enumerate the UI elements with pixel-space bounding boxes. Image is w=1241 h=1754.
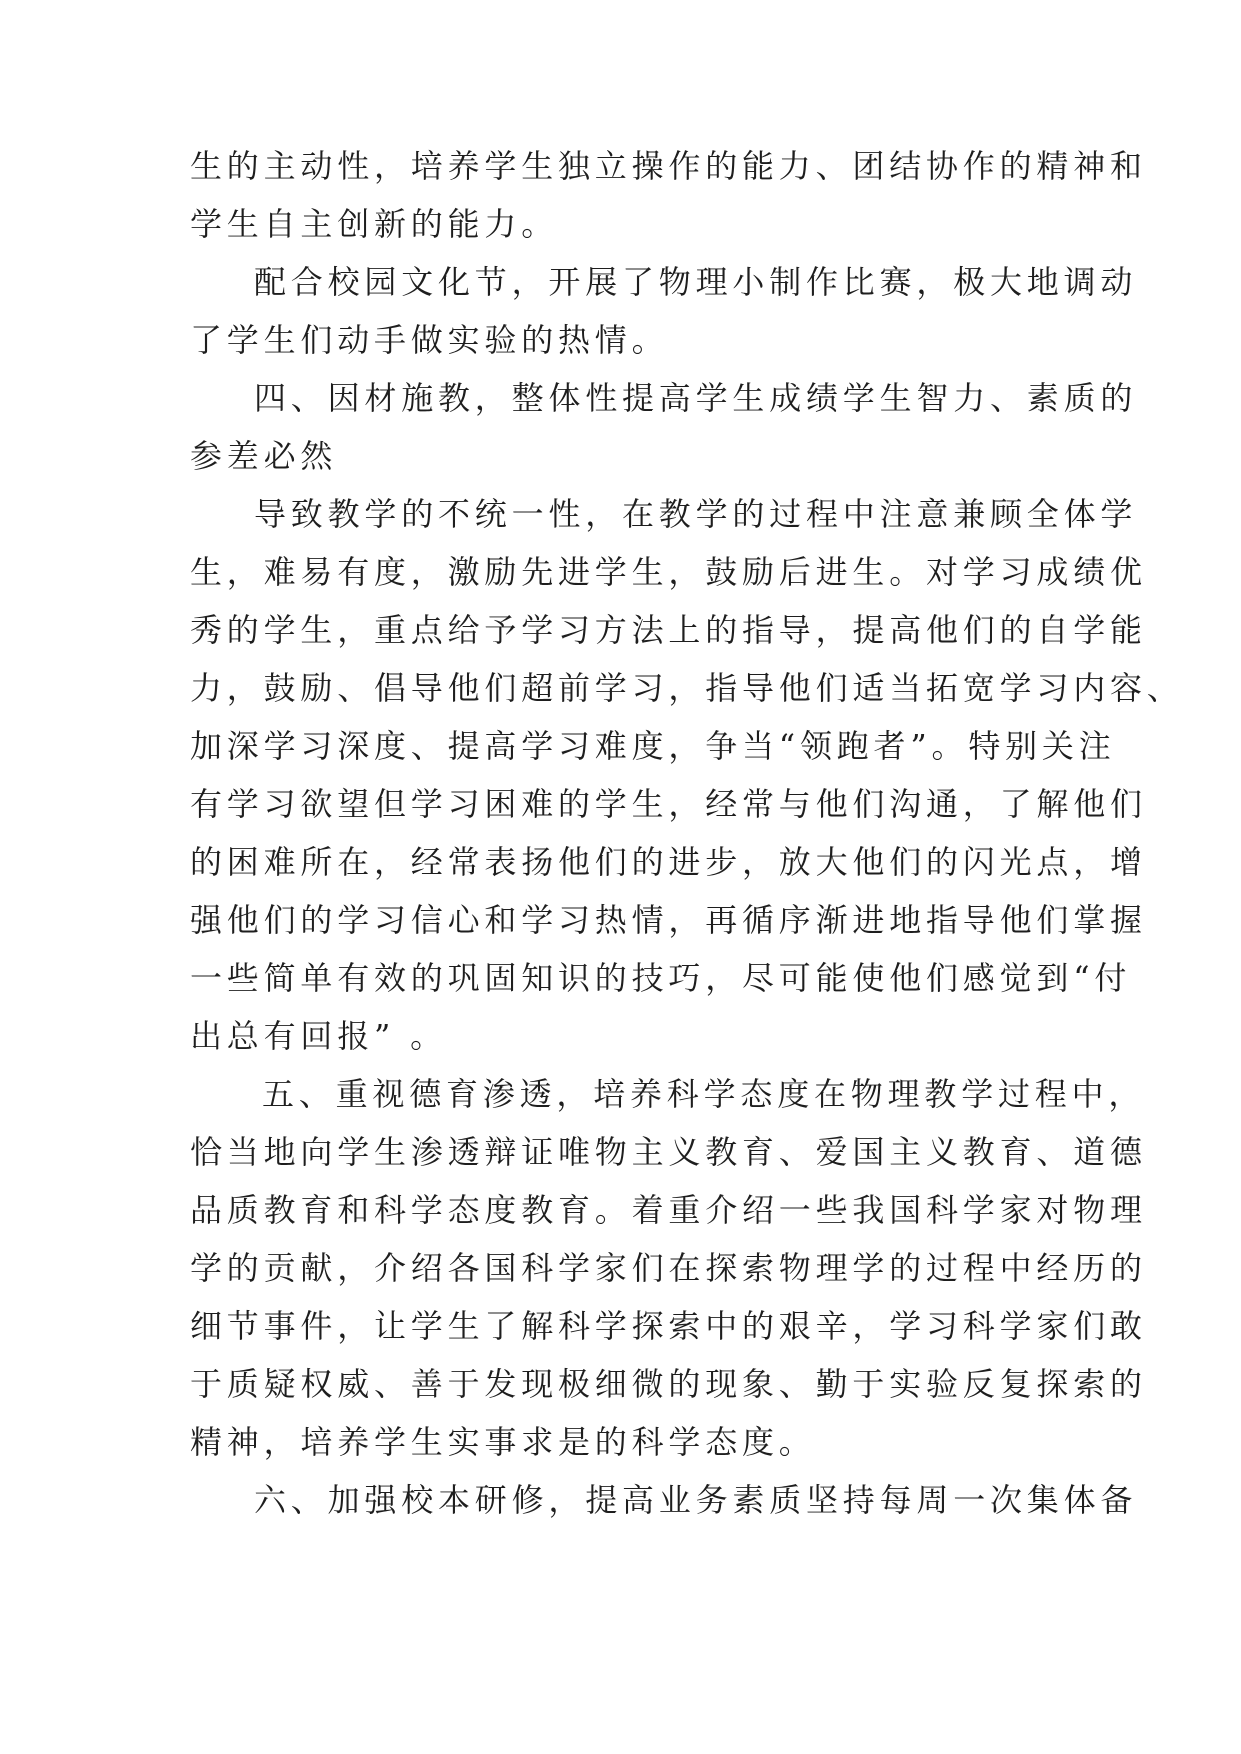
- text-line: 秀的学生，重点给予学习方法上的指导，提高他们的自学能: [190, 611, 1147, 649]
- text-line: 了学生们动手做实验的热情。: [190, 321, 669, 359]
- text-line: 一些简单有效的巩固知识的技巧，尽可能使他们感觉到“付: [190, 959, 1132, 997]
- text-line: 力，鼓励、倡导他们超前学习，指导他们适当拓宽学习内容、: [190, 669, 1184, 707]
- text-line: 出总有回报” 。: [190, 1017, 447, 1055]
- text-line: 精神，培养学生实事求是的科学态度。: [190, 1423, 816, 1461]
- paragraph-first-line: 导致教学的不统一性，在教学的过程中注意兼顾全体学: [254, 495, 1138, 533]
- text-line: 强他们的学习信心和学习热情，再循序渐进地指导他们掌握: [190, 901, 1147, 939]
- text-line: 加深学习深度、提高学习难度，争当“领跑者”。特别关注: [190, 727, 1116, 765]
- text-line: 生，难易有度，激励先进学生，鼓励后进生。对学习成绩优: [190, 553, 1147, 591]
- text-line: 于质疑权威、善于发现极细微的现象、勤于实验反复探索的: [190, 1365, 1147, 1403]
- text-line: 的困难所在，经常表扬他们的进步，放大他们的闪光点，增: [190, 843, 1147, 881]
- paragraph-first-line: 配合校园文化节，开展了物理小制作比赛，极大地调动: [254, 263, 1138, 301]
- text-line: 恰当地向学生渗透辩证唯物主义教育、爱国主义教育、道德: [190, 1133, 1147, 1171]
- text-line: 细节事件，让学生了解科学探索中的艰辛，学习科学家们敢: [190, 1307, 1147, 1345]
- text-line: 有学习欲望但学习困难的学生，经常与他们沟通，了解他们: [190, 785, 1147, 823]
- section-heading-line: 六、加强校本研修，提高业务素质坚持每周一次集体备: [254, 1481, 1138, 1519]
- text-line: 生的主动性，培养学生独立操作的能力、团结协作的精神和: [190, 147, 1147, 185]
- text-line: 学的贡献，介绍各国科学家们在探索物理学的过程中经历的: [190, 1249, 1147, 1287]
- section-heading-line: 四、因材施教，整体性提高学生成绩学生智力、素质的: [254, 379, 1138, 417]
- text-line: 参差必然: [190, 437, 338, 475]
- section-heading-line: 五、重视德育渗透，培养科学态度在物理教学过程中，: [262, 1075, 1146, 1113]
- text-line: 学生自主创新的能力。: [190, 205, 559, 243]
- text-line: 品质教育和科学态度教育。着重介绍一些我国科学家对物理: [190, 1191, 1147, 1229]
